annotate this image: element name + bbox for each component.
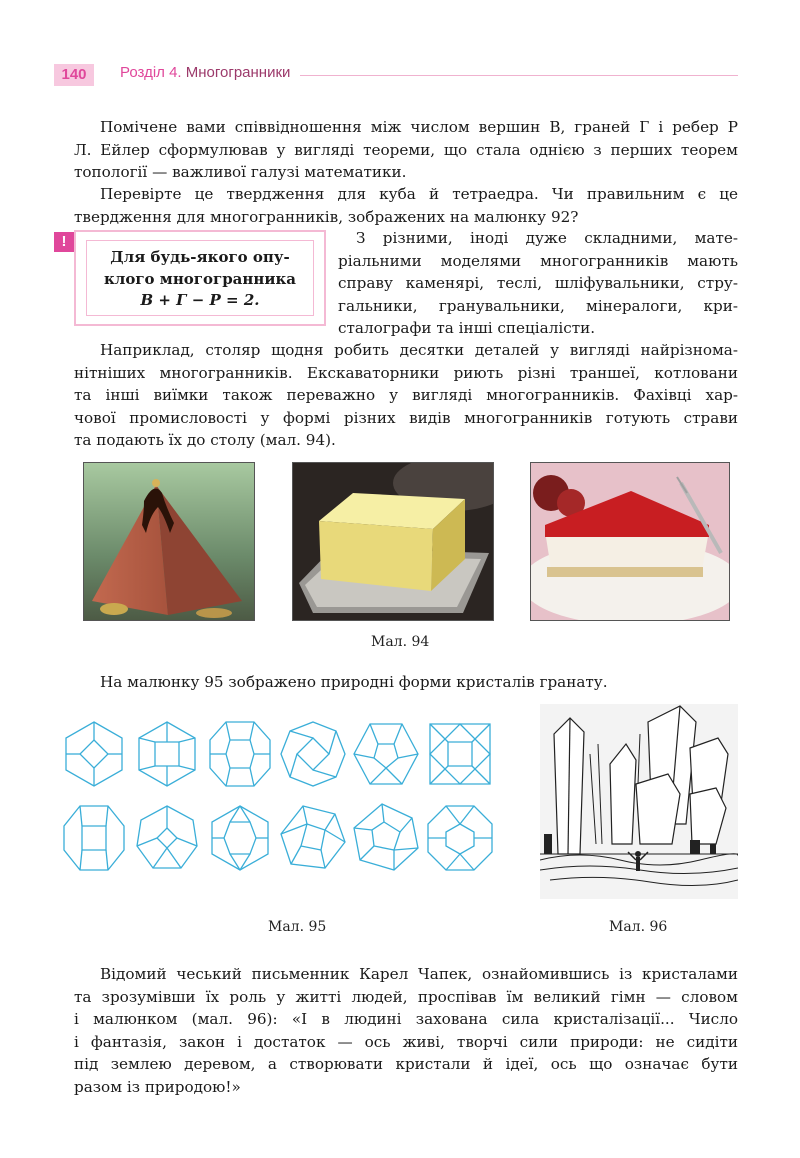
- rule-formula: В + Г − Р = 2.: [140, 291, 260, 309]
- text-line: сталографи та інші спеціалісти.: [338, 319, 596, 337]
- garnet-crystals-figure: [60, 712, 506, 884]
- text-line: нітніших многогранників. Екскаваторники риють різні траншеї, котловани: [74, 363, 738, 382]
- capek-crystals-drawing: [540, 704, 738, 899]
- header-rule: [300, 75, 738, 76]
- section-prefix: Розділ 4.: [120, 64, 182, 81]
- text-line: та зрозумівши їх роль у житті людей, проспівав їм великий гімн — словом: [74, 987, 738, 1006]
- text-line: разом із природою!»: [74, 1077, 241, 1096]
- crystal-10: [281, 806, 345, 868]
- crystal-9: [212, 806, 268, 870]
- figure-96-caption: Мал. 96: [609, 919, 668, 935]
- section-title: Многогранники: [185, 64, 291, 81]
- paragraph-examples: [74, 339, 738, 452]
- pyramid-dessert-photo: [83, 462, 255, 621]
- text-line: Перевірте це твердження для куба й тетраедра. Чи правильним є це: [100, 185, 738, 203]
- text-line: твердження для многогранників, зображених на малюнку 92?: [74, 207, 579, 226]
- text-line: Помічене вами співвідношення між числом вершин В, граней Г і ребер Р: [100, 118, 738, 136]
- text-line: З різними, іноді дуже складними, мате-: [356, 229, 738, 247]
- crystal-5: [354, 724, 418, 784]
- paragraph-professions: [338, 227, 738, 340]
- text-line: гальники, гранувальники, мінералоги, кри-: [338, 296, 738, 315]
- text-line: чової промисловості у формі різних видів многогранників готують страви: [74, 408, 738, 427]
- text-line: та подають їх до столу (мал. 94).: [74, 431, 336, 449]
- section-label: [120, 64, 290, 81]
- figure-94-caption: Мал. 94: [371, 634, 430, 650]
- paragraph-garnet: [74, 671, 738, 694]
- crystal-7: [64, 806, 124, 870]
- figure-95-caption: Мал. 95: [268, 919, 327, 935]
- text-line: Наприклад, столяр щодня робить десятки деталей у вигляді найрізнома-: [100, 341, 738, 359]
- crystal-6: [430, 724, 490, 784]
- text-line: і малюнком (мал. 96): «І в людині захована сила кристалізації... Число: [74, 1010, 738, 1028]
- text-line: та інші виїмки також переважно у вигляді многогранників. Фахівці хар-: [74, 386, 738, 404]
- paragraph-check: [74, 183, 738, 228]
- paragraph-euler: [74, 116, 738, 184]
- cheesecake-photo: [530, 462, 730, 621]
- butter-photo: [292, 462, 494, 621]
- text-line: На малюнку 95 зображено природні форми кристалів гранату.: [100, 673, 608, 691]
- crystal-8: [137, 806, 197, 868]
- page-header: [54, 64, 738, 86]
- euler-rule-box: [74, 230, 326, 326]
- euler-rule-text: [86, 240, 314, 316]
- paragraph-capek: [74, 963, 738, 1098]
- text-line: топології — важливої галузі математики.: [74, 163, 407, 181]
- text-line: справу каменярі, теслі, шліфувальники, стру-: [338, 274, 738, 292]
- text-line: і фантазія, закон і достаток — ось живі, творчі сили природи: не сидіти: [74, 1032, 738, 1051]
- crystal-1: [66, 722, 122, 786]
- page-number: 140: [54, 64, 94, 86]
- text-line: Відомий чеський письменник Карел Чапек, ознайомившись із кристалами: [100, 965, 738, 983]
- crystal-12: [428, 806, 492, 870]
- text-line: Л. Ейлер сформулював у вигляді теореми, що стала однією з перших теорем: [74, 140, 738, 159]
- crystal-2: [139, 722, 195, 786]
- text-line: під землею деревом, а створювати кристали й ідеї, ось що означає бути: [74, 1055, 738, 1073]
- rule-line: клого многогранника: [103, 269, 297, 288]
- crystal-3: [210, 722, 270, 786]
- crystal-11: [354, 804, 418, 870]
- crystal-4: [281, 722, 345, 786]
- rule-line: Для будь-якого опу-: [110, 248, 290, 266]
- text-line: ріальними моделями многогранників мають: [338, 251, 738, 270]
- exclamation-icon: !: [54, 232, 74, 252]
